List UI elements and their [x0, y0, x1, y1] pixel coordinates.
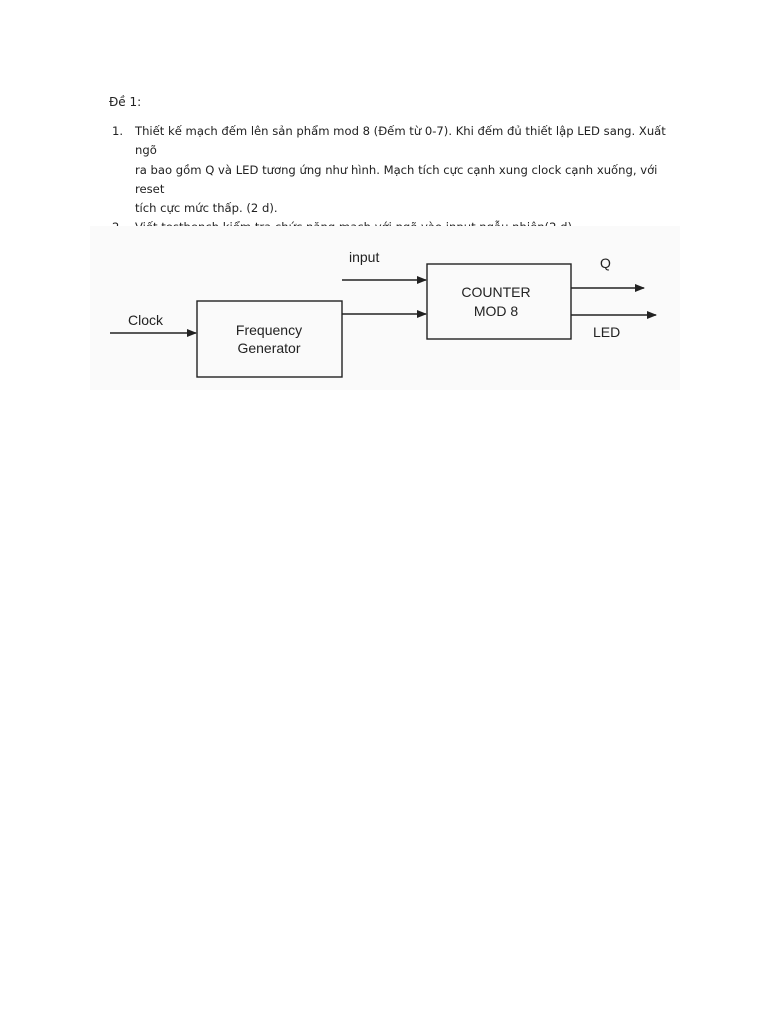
clock-label: Clock [128, 312, 164, 328]
task-text-line: ra bao gồm Q và LED tương ứng như hình. Mạch tích cực cạnh xung clock cạnh xuống, với reset [135, 162, 658, 196]
counter-label-line2: MOD 8 [473, 303, 519, 319]
task-text-line: tích cực mức thấp. (2 d). [135, 201, 278, 216]
counter-block [427, 264, 571, 339]
frequency-generator-block [197, 301, 342, 377]
block-diagram-svg [90, 226, 680, 390]
task-text-line: Thiết kế mạch đếm lên sản phẩm mod 8 (Đếm từ 0-7). Khi đếm đủ thiết lập LED sang. Xuất ngõ [135, 124, 666, 158]
task-item-1 [109, 122, 679, 218]
exercise-heading: Đề 1: [109, 95, 142, 109]
q-output-label: Q [600, 255, 611, 271]
task-number: 1. [112, 124, 124, 138]
led-output-label: LED [593, 324, 621, 340]
block-diagram [90, 226, 680, 390]
frequency-generator-label-line2: Generator [237, 340, 301, 356]
frequency-generator-label-line1: Frequency [235, 322, 303, 338]
counter-label-line1: COUNTER [461, 284, 531, 300]
input-label: input [349, 249, 380, 265]
